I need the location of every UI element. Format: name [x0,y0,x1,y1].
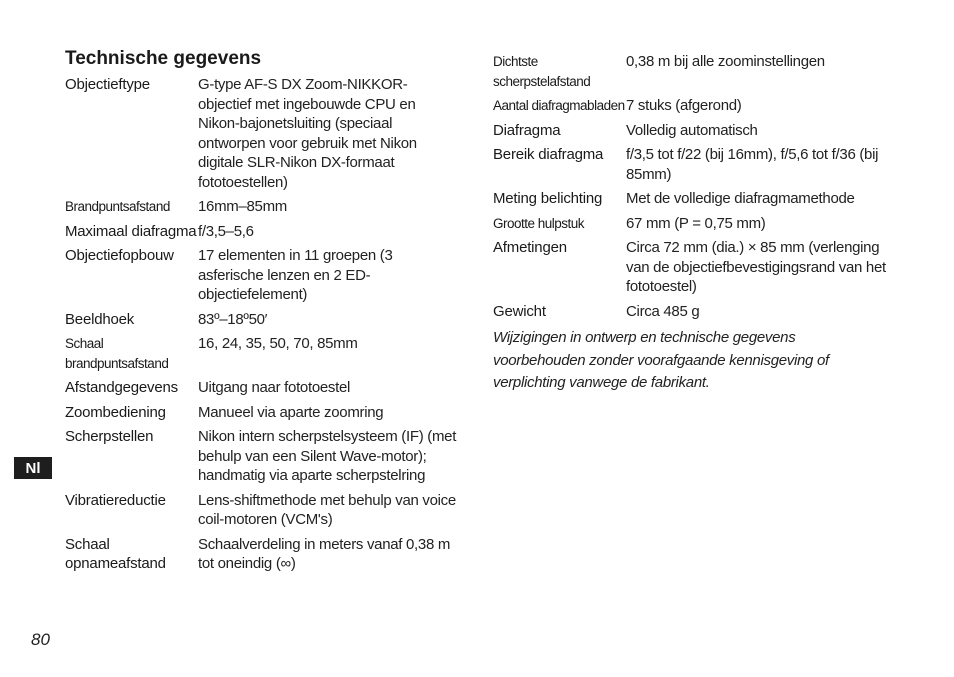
spec-value: G-type AF-S DX Zoom-NIKKOR-objectief met ingebouwde CPU en Nikon-bajonetsluiting (speciaal ontworpen voor gebruik met Nikon digitale SLR-Nikon DX-formaat fototoestellen) [198,76,417,191]
spec-label: Gewicht [493,302,546,320]
spec-value: 17 elementen in 11 groepen (3 asferische lenzen en 2 ED-objectiefelement) [198,247,393,303]
spec-row-grootte-hulpstuk [493,214,903,234]
spec-value: Nikon intern scherpstelsysteem (IF) (met behulp van een Silent Wave-motor); handmatig via aparte scherpstelring [198,428,457,484]
spec-label: Schaal brandpuntsafstand [65,336,169,371]
spec-row-objectiefopbouw [65,246,460,305]
spec-row-aantal-diafragmabladen [493,96,903,116]
spec-row-zoombediening [65,403,460,423]
spec-row-afmetingen [493,238,903,297]
spec-label: Meting belichting [493,190,603,207]
spec-row-diafragma [493,121,903,141]
spec-label: Objectieftype [65,76,150,93]
spec-row-vibratiereductie [65,491,460,530]
language-tab: Nl [14,457,52,479]
spec-label: Maximaal diafragma [65,222,197,240]
spec-value: 16mm–85mm [198,198,287,215]
spec-row-meting-belichting [493,189,903,209]
spec-label: Schaal opnameafstand [65,535,166,572]
spec-row-afstandgegevens [65,378,460,398]
spec-label: Beeldhoek [65,310,135,328]
spec-row-scherpstellen [65,427,460,486]
spec-label: Objectiefopbouw [65,247,174,264]
spec-label: Dichtste scherpstelafstand [493,54,591,89]
spec-row-schaal-brandpuntsafstand [65,334,460,373]
spec-value: 7 stuks (afgerond) [626,97,742,114]
spec-row-brandpuntsafstand [65,197,460,217]
page-number: 80 [31,630,50,649]
spec-label: Afmetingen [493,239,567,256]
spec-value: Volledig automatisch [626,121,758,139]
spec-value: Circa 72 mm (dia.) × 85 mm (verlenging van de objectiefbevestigingsrand van het fototoestel) [626,239,886,295]
spec-value: Met de volledige diafragmamethode [626,190,855,207]
spec-value: f/3,5–5,6 [198,222,254,240]
spec-row-schaal-opnameafstand [65,535,460,574]
spec-label: Zoombediening [65,403,166,421]
spec-value: Lens-shiftmethode met behulp van voice coil-motoren (VCM's) [198,491,456,528]
spec-label: Aantal diafragmabladen [493,98,625,113]
spec-row-gewicht [493,302,903,322]
spec-value: Circa 485 g [626,302,700,320]
spec-label: Afstandgegevens [65,379,178,396]
page-title: Technische gegevens [65,48,262,69]
spec-row-maximaal-diafragma [65,222,460,242]
spec-label: Vibratiereductie [65,491,166,509]
disclaimer-note: Wijzigingen in ontwerp en technische gegevens voorbehouden zonder voorafgaande kennisgeving of verplichting vanwege de fabrikant. [493,329,829,391]
spec-value: Uitgang naar fototoestel [198,379,351,396]
spec-row-dichtste-scherpstelafstand [493,52,903,91]
spec-value: Manueel via aparte zoomring [198,403,384,421]
spec-table-left [65,75,460,579]
spec-label: Bereik diafragma [493,146,604,163]
spec-value: 0,38 m bij alle zoominstellingen [626,53,825,70]
spec-row-beeldhoek [65,310,460,330]
spec-row-objectieftype [65,75,460,192]
spec-label: Grootte hulpstuk [493,215,585,231]
spec-value: Schaalverdeling in meters vanaf 0,38 m tot oneindig (∞) [198,535,451,572]
spec-row-bereik-diafragma [493,145,903,184]
spec-value: 67 mm (P = 0,75 mm) [626,214,766,232]
spec-value: f/3,5 tot f/22 (bij 16mm), f/5,6 tot f/36 (bij 85mm) [626,146,879,183]
spec-value: 16, 24, 35, 50, 70, 85mm [198,335,358,352]
spec-table-right [493,52,903,395]
spec-label: Scherpstellen [65,428,154,445]
spec-label: Brandpuntsafstand [65,199,170,214]
spec-value: 83º–18º50′ [198,310,268,328]
spec-label: Diafragma [493,121,561,139]
